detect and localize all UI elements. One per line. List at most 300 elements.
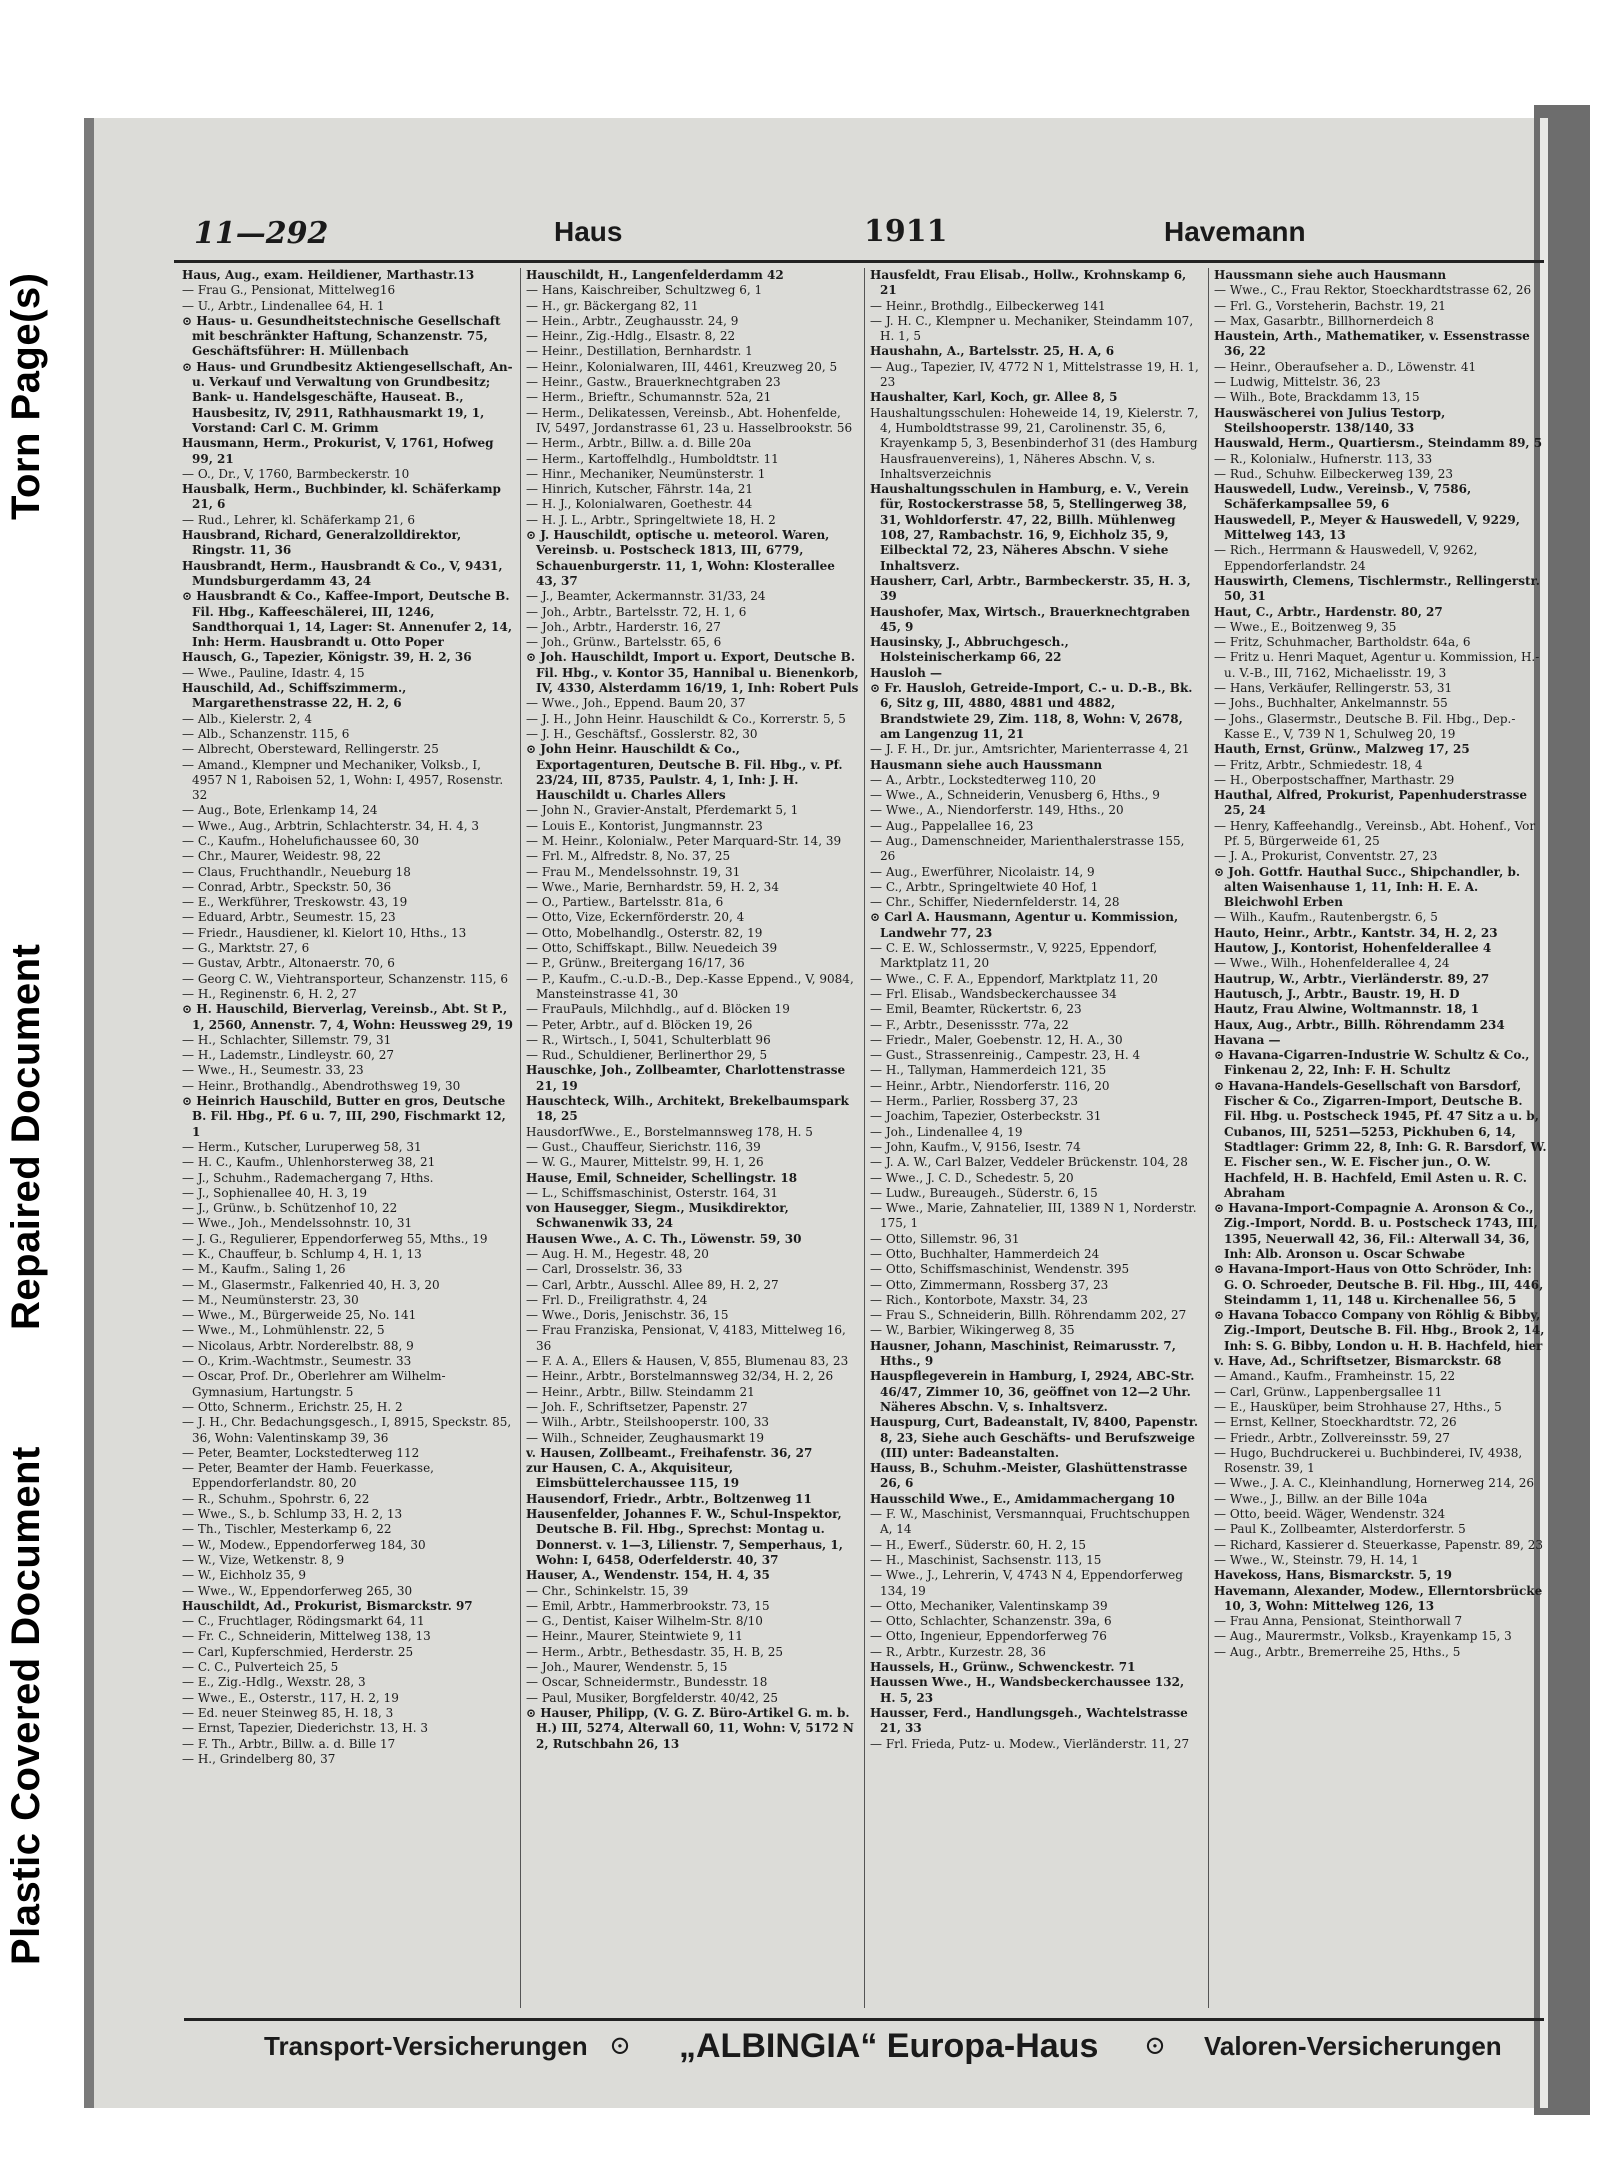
directory-entry: — Wwe., Wilh., Hohenfelderallee 4, 24 [1214, 956, 1450, 971]
directory-entry: — Heinr., Arbtr., Billw. Steindamm 21 [526, 1384, 755, 1399]
directory-entry: — Ernst, Tapezier, Diederichstr. 13, H. 3 [182, 1721, 428, 1736]
directory-page [84, 118, 1547, 2108]
directory-entry: — Wwe., S., b. Schlump 33, H. 2, 13 [182, 1507, 403, 1522]
directory-entry: — Joh., Lindenallee 4, 19 [870, 1124, 1023, 1139]
directory-entry: — Ernst, Kellner, Stoeckhardtstr. 72, 26 [1214, 1415, 1457, 1430]
directory-entry: Hauschildt, Ad., Prokurist, Bismarckstr. 97 [182, 1598, 473, 1613]
directory-entry: — H., Reginenstr. 6, H. 2, 27 [182, 986, 357, 1001]
directory-entry: — Friedr., Hausdiener, kl. Kielort 10, Hths., 13 [182, 925, 467, 940]
directory-entry: ⊙ Hausbrandt & Co., Kaffee-Import, Deutsche B. Fil. Hbg., Kaffeeschälerei, III, 1246, Sandthorquai 1, 14, Lager: St. Annenufer 2, 14, Inh: Herm. Hausbrandt u. Otto Poper [182, 589, 512, 650]
directory-entry: Hausen Wwe., A. C. Th., Löwenstr. 59, 30 [526, 1231, 802, 1246]
directory-entry: Hauthal, Alfred, Prokurist, Papenhuderstrasse 25, 24 [1214, 788, 1528, 818]
directory-entry: — Frau G., Pensionat, Mittelweg16 [182, 283, 396, 298]
directory-entry: — Wwe., J., Lehrerin, V, 4743 N 4, Eppendorferweg 134, 19 [870, 1568, 1183, 1598]
directory-entry: — J. H. C., Klempner u. Mechaniker, Steindamm 107, H. 1, 5 [870, 313, 1194, 344]
directory-entry: — Chr., Schinkelstr. 15, 39 [526, 1583, 689, 1598]
directory-entry: Hauswedell, Ludw., Vereinsb., V, 7586, Schäferkampsallee 59, 6 [1214, 482, 1472, 512]
directory-entry: Hausenfelder, Johannes F. W., Schul-Inspektor, Deutsche B. Fil. Hbg., Sprechst: Montag u. Donnerst. v. 1—3, Lilienstr. 7, Semperhaus, 1, Wohn: I, 6458, Oderfelderstr. 40, 37 [526, 1507, 843, 1567]
directory-entry: — A., Arbtr., Lockstedterweg 110, 20 [870, 772, 1096, 787]
directory-entry: — Emil, Arbtr., Hammerbrookstr. 73, 15 [526, 1598, 770, 1613]
directory-entry: — K., Chauffeur, b. Schlump 4, H. 1, 13 [182, 1247, 422, 1261]
directory-entry: — Otto, Schiffskapt., Billw. Neuedeich 39 [526, 941, 778, 956]
directory-entry: Haussen Wwe., H., Wandsbeckerchaussee 132, H. 5, 23 [870, 1675, 1185, 1705]
directory-entry: — Paul, Musiker, Borgfelderstr. 40/42, 25 [526, 1690, 778, 1705]
page-header [174, 200, 1544, 263]
directory-entry: — Otto, Ingenieur, Eppendorferweg 76 [870, 1629, 1107, 1644]
column-4 [1214, 268, 1547, 2008]
directory-entry: ⊙ Heinrich Hauschild, Butter en gros, Deutsche B. Fil. Hbg., Pf. 6 u. 7, III, 290, Fischmarkt 12, 1 [182, 1094, 506, 1139]
directory-entry: — Wwe., A., Schneiderin, Venusberg 6, Hths., 9 [870, 788, 1160, 803]
directory-entry: — Herm., Parlier, Rossberg 37, 23 [870, 1094, 1078, 1109]
directory-entry: — Rud., Lehrer, kl. Schäferkamp 21, 6 [182, 512, 416, 527]
directory-entry: Hausinsky, J., Abbruchgesch., Holsteinischerkamp 66, 22 [870, 635, 1069, 665]
directory-entry: — Georg C. W., Viehtransporteur, Schanzenstr. 115, 6 [182, 971, 508, 986]
directory-entry: — Paul K., Zollbeamter, Alsterdorferstr. 5 [1214, 1522, 1466, 1537]
directory-entry: — Otto, Schlachter, Schanzenstr. 39a, 6 [870, 1614, 1112, 1629]
directory-entry: ⊙ Haus- und Grundbesitz Aktiengesellschaft, An- u. Verkauf und Verwaltung von Grundbesitz; Bank- u. Handelsgeschäfte, Hauseat. B., Hausbesitz, IV, 2911, Rathhausmarkt 19, 1, Vorstand: Carl C. M. Grimm [182, 359, 513, 435]
directory-entry: — Johs., Buchhalter, Ankelmannstr. 55 [1214, 696, 1448, 711]
directory-entry: — Wwe., Marie, Bernhardstr. 59, H. 2, 34 [526, 879, 779, 894]
directory-entry: ⊙ Havana-Import-Haus von Otto Schröder, Inh: G. O. Schroeder, Deutsche B. Fil. Hbg., III, 446, Steindamm 1, 11, 148 u. Kirchenallee 56, 5 [1214, 1262, 1544, 1307]
directory-entry: — P., Kaufm., C.-u.D.-B., Dep.-Kasse Eppend., V, 9084, Mansteinstrasse 41, 30 [526, 971, 854, 1001]
directory-entry: — Hein., Arbtr., Zeughausstr. 24, 9 [526, 313, 739, 328]
right-keyword: Havemann [1164, 216, 1306, 247]
directory-entry: — M., Kaufm., Saling 1, 26 [182, 1262, 346, 1277]
directory-entry: — Heinr., Oberaufseher a. D., Löwenstr. 41 [1214, 359, 1477, 374]
directory-entry: — W., Eichholz 35, 9 [182, 1568, 307, 1583]
directory-entry: ⊙ H. Hauschild, Bierverlag, Vereinsb., Abt. St P., 1, 2560, Annenstr. 7, 4, Wohn: Heussweg 29, 19 [182, 1002, 513, 1032]
directory-entry: — Heinr., Brothandlg., Abendrothsweg 19, 30 [182, 1078, 461, 1093]
directory-entry: — Heinr., Maurer, Steintwiete 9, 11 [526, 1629, 743, 1644]
directory-entry: — Otto, Schiffsmaschinist, Wendenstr. 395 [870, 1262, 1130, 1277]
column-divider [864, 268, 865, 2008]
directory-entry: — Hans, Kaischreiber, Schultzweg 6, 1 [526, 283, 763, 298]
directory-entry: — Aug., Tapezier, IV, 4772 N 1, Mittelstrasse 19, H. 1, 23 [870, 359, 1199, 390]
directory-entry: — G., Marktstr. 27, 6 [182, 941, 310, 956]
directory-entry: — C., Arbtr., Springeltwiete 40 Hof, 1 [870, 879, 1099, 894]
directory-entry: — Gust., Strassenreinig., Campestr. 23, H. 4 [870, 1048, 1141, 1063]
directory-entry: — Wwe., Joh., Mendelssohnstr. 10, 31 [182, 1216, 413, 1231]
directory-entry: — F. Th., Arbtr., Billw. a. d. Bille 17 [182, 1736, 396, 1751]
directory-entry: — H. J., Kolonialwaren, Goethestr. 44 [526, 497, 753, 512]
directory-entry: von Hausegger, Siegm., Musikdirektor, Schwanenwik 33, 24 [526, 1201, 789, 1231]
directory-entry: — Wwe., J., Billw. an der Bille 104a [1214, 1491, 1428, 1506]
directory-entry: — H., Ewerf., Süderstr. 60, H. 2, 15 [870, 1537, 1087, 1552]
directory-entry: ⊙ J. Hauschildt, optische u. meteorol. Waren, Vereinsb. u. Postscheck 1813, III, 6779, Schauenburgerstr. 11, 1, Wohn: Klosterallee 43, 37 [526, 528, 835, 588]
directory-entry: — Heinr., Arbtr., Niendorferstr. 116, 20 [870, 1078, 1110, 1093]
directory-entry: Hausmann, Herm., Prokurist, V, 1761, Hofweg 99, 21 [182, 436, 494, 466]
directory-entry: — Rich., Herrmann & Hauswedell, V, 9262, Eppendorferlandstr. 24 [1214, 543, 1478, 573]
directory-entry: Haushalter, Karl, Koch, gr. Allee 8, 5 [870, 390, 1118, 405]
footer-right-ad: Valoren-Versicherungen [1204, 2031, 1502, 2061]
directory-entry: Haushofer, Max, Wirtsch., Brauerknechtgraben 45, 9 [870, 604, 1190, 634]
directory-entry: — J. G., Regulierer, Eppendorferweg 55, Mths., 19 [182, 1231, 488, 1246]
directory-entry: — Wwe., E., Osterstr., 117, H. 2, 19 [182, 1690, 399, 1705]
column-divider [1208, 268, 1209, 2008]
directory-entry: Hausschild Wwe., E., Amidammachergang 10 [870, 1491, 1175, 1506]
directory-entry: Hauschild, Ad., Schiffszimmerm., Margarethenstrasse 22, H. 2, 6 [182, 681, 407, 711]
directory-entry: — M., Neumünsterstr. 23, 30 [182, 1292, 359, 1307]
directory-entry: — F. A. A., Ellers & Hausen, V, 855, Blumenau 83, 23 [526, 1354, 849, 1369]
directory-entry: — M. Heinr., Kolonialw., Peter Marquard-Str. 14, 39 [526, 833, 842, 848]
directory-entry: — J., Schuhm., Rademachergang 7, Hths. [182, 1170, 434, 1185]
directory-entry: — Herm., Brieftr., Schumannstr. 52a, 21 [526, 390, 772, 405]
directory-entry: — Wwe., Doris, Jenischstr. 36, 15 [526, 1308, 729, 1323]
directory-entry: — L., Schiffsmaschinist, Osterstr. 164, 31 [526, 1185, 779, 1200]
directory-entry: — H., Schlachter, Sillemstr. 79, 31 [182, 1032, 392, 1047]
directory-entry: — O., Partiew., Bartelsstr. 81a, 6 [526, 895, 724, 910]
directory-entry: — Joh., Arbtr., Bartelsstr. 72, H. 1, 6 [526, 604, 747, 619]
directory-entry: Haussels, H., Grünw., Schwenckestr. 71 [870, 1660, 1136, 1675]
repaired-document-label: Repaired Document [4, 943, 48, 1330]
directory-entry: Hausendorf, Friedr., Arbtr., Boltzenweg 11 [526, 1491, 812, 1506]
directory-entry: v. Hausen, Zollbeamt., Freihafenstr. 36, 27 [526, 1445, 813, 1460]
directory-entry: — Otto, Vize, Eckernförderstr. 20, 4 [526, 910, 745, 925]
directory-entry: — John N., Gravier-Anstalt, Pferdemarkt 5, 1 [526, 803, 799, 818]
directory-entry: — Peter, Beamter, Lockstedterweg 112 [182, 1445, 420, 1460]
column-2 [526, 268, 859, 2008]
directory-entry: — Ludwig, Mittelstr. 36, 23 [1214, 375, 1381, 390]
directory-entry: ⊙ Joh. Gottfr. Hauthal Succ., Shipchandler, b. alten Waisenhause 1, 11, Inh: H. E. A. Bleichwohl Erben [1214, 864, 1521, 910]
directory-entry: — R., Kolonialw., Hufnerstr. 113, 33 [1214, 451, 1433, 466]
directory-entry: — R., Schuhm., Spohrstr. 6, 22 [182, 1491, 370, 1506]
directory-entry: — Otto, beeid. Wäger, Wendenstr. 324 [1214, 1507, 1446, 1522]
directory-entry: — H., Grindelberg 80, 37 [182, 1751, 336, 1766]
directory-entry: Hauto, Heinr., Arbtr., Kantstr. 34, H. 2, 23 [1214, 925, 1498, 940]
directory-entry: — Wwe., Aug., Arbtrin, Schlachterstr. 34, H. 4, 3 [182, 818, 480, 833]
directory-entry: — Fritz u. Henri Maquet, Agentur u. Kommission, H.- u. V.-B., III, 7162, Michaelisstr. 19, 3 [1214, 650, 1540, 680]
directory-entry: — Frl. D., Freiligrathstr. 4, 24 [526, 1292, 708, 1307]
directory-entry: — Fritz, Arbtr., Schmiedestr. 18, 4 [1214, 757, 1423, 772]
directory-entry: — Eduard, Arbtr., Seumestr. 15, 23 [182, 910, 396, 925]
directory-entry: — C. C., Pulverteich 25, 5 [182, 1660, 339, 1675]
directory-entry: — Carl, Arbtr., Ausschl. Allee 89, H. 2, 27 [526, 1277, 779, 1292]
directory-entry: Haut, C., Arbtr., Hardenstr. 80, 27 [1214, 604, 1443, 619]
directory-entry: ⊙ Havana-Cigarren-Industrie W. Schultz & Co., Finkenau 2, 22, Inh: F. H. Schultz [1214, 1048, 1530, 1078]
directory-entry: — J. A., Prokurist, Conventstr. 27, 23 [1214, 849, 1438, 864]
directory-entry: Havana — [1214, 1032, 1281, 1047]
directory-entry: — Heinr., Zig.-Hdlg., Elsastr. 8, 22 [526, 329, 736, 344]
directory-entry: — Amand., Kaufm., Framheinstr. 15, 22 [1214, 1369, 1456, 1384]
directory-entry: — Wwe., Joh., Eppend. Baum 20, 37 [526, 696, 746, 711]
directory-entry: — Hinrich, Kutscher, Fährstr. 14a, 21 [526, 482, 753, 497]
directory-entry: — J. H., Chr. Bedachungsgesch., I, 8915, Speckstr. 85, 36, Wohn: Valentinskamp 39, 36 [182, 1415, 512, 1445]
directory-entry: — Claus, Fruchthandlr., Neueburg 18 [182, 864, 411, 879]
directory-entry: Hauth, Ernst, Grünw., Malzweg 17, 25 [1214, 742, 1470, 757]
directory-entry: — W. G., Maurer, Mittelstr. 99, H. 1, 26 [526, 1155, 764, 1170]
directory-entry: ⊙ Joh. Hauschildt, Import u. Export, Deutsche B. Fil. Hbg., v. Kontor 35, Hannibal u. Bienenkorb, IV, 4330, Alsterdamm 16/19, 1, Inh: Robert Puls [526, 650, 859, 696]
directory-entry: ⊙ Haus- u. Gesundheitstechnische Gesellschaft mit beschränkter Haftung, Schanzenstr. 75, Geschäftsführer: H. Müllenbach [182, 313, 501, 359]
directory-entry: ⊙ John Heinr. Hauschildt & Co., Exportagenturen, Deutsche B. Fil. Hbg., v. Pf. 23/24, III, 8735, Paulstr. 4, 1, Inh: J. H. Hauschildt u. Charles Allers [526, 742, 843, 803]
directory-entry: — Frau Franziska, Pensionat, V, 4183, Mittelweg 16, 36 [526, 1323, 846, 1353]
directory-entry: — Wwe., W., Steinstr. 79, H. 14, 1 [1214, 1552, 1419, 1567]
directory-entry: Hausbrandt, Herm., Hausbrandt & Co., V, 9431, Mundsburgerdamm 43, 24 [182, 558, 503, 588]
directory-entry: — Frl. Elisab., Wandsbeckerchaussee 34 [870, 986, 1117, 1001]
footer-center-ad: „ALBINGIA“ Europa-Haus [679, 2027, 1099, 2065]
directory-entry: — W., Vize, Wetkenstr. 8, 9 [182, 1552, 345, 1567]
directory-entry: — Aug., Pappelallee 16, 23 [870, 818, 1034, 833]
directory-entry: v. Have, Ad., Schriftsetzer, Bismarckstr. 68 [1214, 1354, 1502, 1369]
directory-entry: — H., Maschinist, Sachsenstr. 113, 15 [870, 1552, 1102, 1567]
directory-entry: — Alb., Schanzenstr. 115, 6 [182, 726, 350, 741]
directory-entry: — Herm., Kartoffelhdlg., Humboldtstr. 11 [526, 451, 779, 466]
directory-entry: Haushaltungsschulen: Hoheweide 14, 19, Kielerstr. 7, 4, Humboldtstrasse 99, 21, Carolinenstr. 35, 6, Krayenkamp 5, 3, Besenbinderhof 31 (des Hamburg Hausfrauenvereins), 1, Näheres Abschn. V, s. Inhaltsverzeichnis [870, 405, 1199, 481]
directory-entry: — Wwe., A., Niendorferstr. 149, Hths., 20 [870, 803, 1124, 818]
directory-entry: — C., Fruchtlager, Rödingsmarkt 64, 11 [182, 1614, 425, 1629]
directory-entry: — Joh., Grünw., Bartelsstr. 65, 6 [526, 635, 722, 650]
directory-entry: — Peter, Arbtr., auf d. Blöcken 19, 26 [526, 1017, 753, 1032]
directory-entry: — Frau S., Schneiderin, Billh. Röhrendamm 202, 27 [870, 1308, 1187, 1323]
directory-entry: — J., Beamter, Ackermannstr. 31/33, 24 [526, 589, 766, 604]
directory-entry: — Ed. neuer Steinweg 85, H. 18, 3 [182, 1705, 394, 1720]
directory-entry: — Heinr., Arbtr., Borstelmannsweg 32/34, H. 2, 26 [526, 1369, 834, 1384]
directory-entry: — Chr., Maurer, Weidestr. 98, 22 [182, 849, 381, 864]
directory-entry: — Albrecht, Obersteward, Rellingerstr. 25 [182, 742, 439, 757]
directory-entry: — Wwe., J. A. C., Kleinhandlung, Hornerweg 214, 26 [1214, 1476, 1534, 1491]
directory-entry: — Heinr., Brothdlg., Eilbeckerweg 141 [870, 298, 1106, 313]
directory-entry: — H., Tallyman, Hammerdeich 121, 35 [870, 1063, 1107, 1078]
directory-entry: — Frau M., Mendelssohnstr. 19, 31 [526, 864, 741, 879]
plastic-covered-label: Plastic Covered Document [4, 1446, 48, 1965]
directory-entry: — J., Sophienallee 40, H. 3, 19 [182, 1185, 368, 1200]
directory-entry: — C. E. W., Schlossermstr., V, 9225, Eppendorf, Marktplatz 11, 20 [870, 941, 1158, 971]
directory-entry: — Gust., Chauffeur, Sierichstr. 116, 39 [526, 1139, 761, 1154]
directory-entry: — Fritz, Schuhmacher, Bartholdstr. 64a, 6 [1214, 635, 1471, 650]
directory-entry: Haus, Aug., exam. Heildiener, Marthastr.13 [182, 268, 475, 282]
directory-entry: Havemann, Alexander, Modew., Ellerntorsbrücke 10, 3, Wohn: Mittelweg 126, 13 [1214, 1583, 1543, 1613]
directory-entry: Hauschke, Joh., Zollbeamter, Charlottenstrasse 21, 19 [526, 1063, 846, 1093]
directory-entry: — Hinr., Mechaniker, Neumünsterstr. 1 [526, 466, 766, 481]
directory-entry: — Frl. G., Vorsteherin, Bachstr. 19, 21 [1214, 298, 1446, 313]
directory-entry: Hautz, Frau Alwine, Woltmannstr. 18, 1 [1214, 1002, 1480, 1017]
scan-status-sidebar [0, 0, 62, 2177]
directory-entry: ⊙ Hauser, Philipp, (V. G. Z. Büro-Artikel G. m. b. H.) III, 5274, Alterwall 60, 11, Wohn: V, 5172 N 2, Rutschbahn 26, 13 [526, 1705, 854, 1751]
directory-entry: — Alb., Kielerstr. 2, 4 [182, 711, 312, 726]
directory-entry: — J. H., Geschäftsf., Gosslerstr. 82, 30 [526, 726, 758, 741]
directory-entry: — Friedr., Arbtr., Zollvereinsstr. 59, 27 [1214, 1430, 1451, 1445]
directory-entry: — FrauPauls, Milchhdlg., auf d. Blöcken 19 [526, 1002, 790, 1017]
directory-entry: Hauschteck, Wilh., Architekt, Brekelbaumspark 18, 25 [526, 1094, 849, 1124]
directory-entry: — J. A. W., Carl Balzer, Veddeler Brückenstr. 104, 28 [870, 1155, 1188, 1170]
directory-entry: — Peter, Beamter der Hamb. Feuerkasse, Eppendorferlandstr. 80, 20 [182, 1461, 434, 1491]
directory-entry: Hauss, B., Schuhm.-Meister, Glashüttenstrasse 26, 6 [870, 1461, 1188, 1491]
directory-entry: — Heinr., Gastw., Brauerknechtgraben 23 [526, 375, 781, 390]
directory-entry: ⊙ Havana Tobacco Company von Röhlig & Bibby, Zig.-Import, Deutsche B. Fil. Hbg., Brook 2, 14, Inh: S. G. Bibby, London u. H. B. Hachfeld, hier [1214, 1308, 1545, 1353]
directory-entry: — Wwe., M., Lohmühlenstr. 22, 5 [182, 1323, 385, 1338]
directory-entry: Hauspurg, Curt, Badeanstalt, IV, 8400, Papenstr. 8, 23, Siehe auch Geschäfts- und Berufszweige (III) unter: Badeanstalten. [870, 1415, 1199, 1460]
directory-entry: — Otto, Zimmermann, Rossberg 37, 23 [870, 1277, 1109, 1292]
directory-entry: — H. J. L., Arbtr., Springeltwiete 18, H. 2 [526, 512, 776, 527]
directory-entry: — Aug., Arbtr., Bremerreihe 25, Hths., 5 [1214, 1644, 1461, 1659]
directory-entry: Hausch, G., Tapezier, Königstr. 39, H. 2, 36 [182, 650, 472, 665]
directory-entry: — O., Krim.-Wachtmstr., Seumestr. 33 [182, 1354, 412, 1369]
directory-entry: — Carl, Kupferschmied, Herderstr. 25 [182, 1644, 414, 1659]
directory-entry: — Louis E., Kontorist, Jungmannstr. 23 [526, 818, 763, 833]
directory-entry: Haustein, Arth., Mathematiker, v. Essenstrasse 36, 22 [1214, 329, 1530, 359]
directory-entry: Haushaltungsschulen in Hamburg, e. V., Verein für, Rostockerstrasse 58, 5, Stellingerweg 38, 31, Wohldorferstr. 47, 22, Billh. Mühlenweg 108, 27, Rambachstr. 16, 9, Eichholz 35, 9, Eilbecktal 72, 23, Näheres Abschn. V siehe Inhaltsverz. [870, 482, 1189, 573]
directory-entry: — E., Werkführer, Treskowstr. 43, 19 [182, 895, 408, 910]
directory-entry: — M., Glasermstr., Falkenried 40, H. 3, 20 [182, 1277, 440, 1292]
directory-entry: Havekoss, Hans, Bismarckstr. 5, 19 [1214, 1568, 1453, 1583]
directory-entry: — Otto, Schnerm., Erichstr. 25, H. 2 [182, 1399, 403, 1414]
directory-entry: — P., Grünw., Breitergang 16/17, 36 [526, 956, 745, 971]
column-3 [870, 268, 1203, 2008]
directory-entry: — J. F. H., Dr. jur., Amtsrichter, Marienterrasse 4, 21 [870, 742, 1190, 757]
directory-entry: — U., Arbtr., Lindenallee 64, H. 1 [182, 298, 385, 313]
directory-entry: Hausser, Ferd., Handlungsgeh., Wachtelstrasse 21, 33 [870, 1705, 1188, 1736]
directory-entry: ⊙ Fr. Hausloh, Getreide-Import, C.- u. D.-B., Bk. 6, Sitz g, III, 4880, 4881 und 4882, Brandstwiete 29, Zim. 118, 8, Wohn: V, 2678, am Langenzug 11, 21 [870, 681, 1193, 741]
directory-entry: Hause, Emil, Schneider, Schellingstr. 18 [526, 1170, 798, 1185]
directory-entry: — Friedr., Maler, Goebenstr. 12, H. A., 30 [870, 1032, 1123, 1047]
directory-entry: — Joh., Maurer, Wendenstr. 5, 15 [526, 1660, 728, 1675]
directory-entry: — Carl, Grünw., Lappenbergsallee 11 [1214, 1384, 1443, 1399]
torn-pages-label: Torn Page(s) [4, 272, 48, 520]
directory-entry: — Wwe., C. F. A., Eppendorf, Marktplatz 11, 20 [870, 971, 1158, 986]
directory-entry: — R., Arbtr., Kurzestr. 28, 36 [870, 1644, 1046, 1659]
directory-entry: ⊙ Carl A. Hausmann, Agentur u. Kommission, Landwehr 77, 23 [870, 910, 1179, 940]
directory-entry: — Hugo, Buchdruckerei u. Buchbinderei, IV, 4938, Rosenstr. 39, 1 [1214, 1445, 1523, 1476]
directory-entry: — J., Grünw., b. Schützenhof 10, 22 [182, 1201, 398, 1216]
directory-entry: Hausner, Johann, Maschinist, Reimarusstr. 7, Hths., 9 [870, 1338, 1176, 1369]
directory-entry: — Otto, Sillemstr. 96, 31 [870, 1231, 1020, 1246]
directory-entry: — Otto, Buchhalter, Hammerdeich 24 [870, 1247, 1100, 1261]
directory-entry: ⊙ Havana-Handels-Gesellschaft von Barsdorf, Fischer & Co., Zigarren-Import, Deutsche B. Fil. Hbg. u. Postscheck 1945, Pf. 47 Sitz a u. b, Cubanos, III, 5251—5253, Pickhuben 6, 14, Stadtlager: Grimm 22, 8, Inh: G. R. Barsdorf, W. E. Fischer sen., W. E. Fischer jun., O. W. Hachfeld, H. B. Hachfeld, Emil Asten u. R. C. Abraham [1214, 1078, 1547, 1200]
page-number: 11—292 [194, 216, 329, 251]
directory-entry: — Carl, Drosselstr. 36, 33 [526, 1262, 683, 1277]
directory-entry: HausdorfWwe., E., Borstelmannsweg 178, H. 5 [526, 1124, 813, 1139]
directory-entry: ⊙ Havana-Import-Compagnie A. Aronson & Co., Zig.-Import, Nordd. B. u. Postscheck 1743, III, 1395, Neuerwall 42, 36, Fil.: Alterwall 34, 36, Inh: Alb. Aronson u. Oscar Schwabe [1214, 1201, 1538, 1261]
directory-entry: — Rud., Schuhw. Eilbeckerweg 139, 23 [1214, 466, 1454, 481]
directory-entry: — Wwe., W., Eppendorferweg 265, 30 [182, 1583, 413, 1598]
directory-entry: — Nicolaus, Arbtr. Norderelbstr. 88, 9 [182, 1338, 414, 1353]
directory-entry: — Chr., Schiffer, Niedernfelderstr. 14, 28 [870, 895, 1120, 910]
directory-entry: — Aug. H. M., Hegestr. 48, 20 [526, 1247, 709, 1261]
directory-entry: — E., Hausküper, beim Strohhause 27, Hths., 5 [1214, 1399, 1502, 1414]
directory-entry: Hauschildt, H., Langenfelderdamm 42 [526, 268, 784, 282]
directory-entry: — Th., Tischler, Mesterkamp 6, 22 [182, 1522, 392, 1537]
directory-entry: — H., Lademstr., Lindleystr. 60, 27 [182, 1048, 394, 1063]
directory-entry: — Emil, Beamter, Rückertstr. 6, 23 [870, 1002, 1082, 1017]
year: 1911 [864, 214, 948, 249]
directory-entry: — Aug., Ewerführer, Nicolaistr. 14, 9 [870, 864, 1095, 879]
column-1 [182, 268, 515, 2008]
directory-entry: — Joachim, Tapezier, Osterbeckstr. 31 [870, 1109, 1102, 1124]
directory-entry: Hauswäscherei von Julius Testorp, Steilshooperstr. 138/140, 33 [1214, 405, 1446, 435]
directory-entry: Haushahn, A., Bartelsstr. 25, H. A, 6 [870, 344, 1115, 359]
page-footer [184, 2018, 1544, 2075]
directory-entry: — Joh. F., Schriftsetzer, Papenstr. 27 [526, 1399, 748, 1414]
directory-entry: — Conrad, Arbtr., Speckstr. 50, 36 [182, 879, 392, 894]
directory-columns [182, 268, 1547, 2008]
directory-entry: — Fr. C., Schneiderin, Mittelweg 138, 13 [182, 1629, 431, 1644]
directory-entry: — Otto, Mobelhandlg., Osterstr. 82, 19 [526, 925, 763, 940]
directory-entry: — Rich., Kontorbote, Maxstr. 34, 23 [870, 1292, 1088, 1307]
directory-entry: — Otto, Mechaniker, Valentinskamp 39 [870, 1598, 1108, 1613]
directory-entry: Haussmann siehe auch Hausmann [1214, 268, 1447, 282]
directory-entry: Hauser, A., Wendenstr. 154, H. 4, 35 [526, 1568, 770, 1583]
directory-entry: — Herm., Delikatessen, Vereinsb., Abt. Hohenfelde, IV, 5497, Jordanstrasse 61, 23 u. Hasselbrookstr. 56 [526, 405, 853, 435]
directory-entry: — Wwe., H., Seumestr. 33, 23 [182, 1063, 364, 1078]
directory-entry: Hausbrand, Richard, Generalzolldirektor, Ringstr. 11, 36 [182, 528, 462, 558]
directory-entry: — Wilh., Kaufm., Rautenbergstr. 6, 5 [1214, 910, 1438, 925]
directory-entry: — Johs., Glasermstr., Deutsche B. Fil. Hbg., Dep.-Kasse E., V, 739 N 1, Schulweg 20, 19 [1214, 711, 1516, 741]
directory-entry: — G., Dentist, Kaiser Wilhelm-Str. 8/10 [526, 1614, 763, 1629]
directory-entry: Hausmann siehe auch Haussmann [870, 757, 1103, 772]
directory-entry: Hausfeldt, Frau Elisab., Hollw., Krohnskamp 6, 21 [870, 268, 1187, 298]
directory-entry: Hautrup, W., Arbtr., Vierländerstr. 89, 27 [1214, 971, 1490, 986]
column-divider [520, 268, 521, 2008]
directory-entry: — R., Wirtsch., I, 5041, Schulterblatt 96 [526, 1032, 771, 1047]
directory-entry: — F. W., Maschinist, Versmannquai, Fruchtschuppen A, 14 [870, 1507, 1190, 1537]
directory-entry: — Heinr., Destillation, Bernhardstr. 1 [526, 344, 753, 359]
directory-entry: — Aug., Bote, Erlenkamp 14, 24 [182, 803, 378, 818]
directory-entry: — Frl. M., Alfredstr. 8, No. 37, 25 [526, 849, 731, 864]
directory-entry: Hauswirth, Clemens, Tischlermstr., Rellingerstr. 50, 31 [1214, 573, 1540, 604]
directory-entry: — Herm., Arbtr., Billw. a. d. Bille 20a [526, 436, 752, 451]
directory-entry: — Wwe., M., Bürgerweide 25, No. 141 [182, 1308, 417, 1323]
directory-entry: — H. C., Kaufm., Uhlenhorsterweg 38, 21 [182, 1155, 436, 1170]
directory-entry: — Wwe., E., Boitzenweg 9, 35 [1214, 619, 1397, 634]
directory-entry: Hauswedell, P., Meyer & Hauswedell, V, 9229, Mittelweg 143, 13 [1214, 512, 1520, 543]
directory-entry: — Rud., Schuldiener, Berlinerthor 29, 5 [526, 1048, 768, 1063]
directory-entry: — Amand., Klempner und Mechaniker, Volksb., I, 4957 N 1, Raboisen 52, 1, Wohn: I, 4957, Rosenstr. 32 [182, 757, 504, 803]
footer-left-ad: Transport-Versicherungen [264, 2031, 588, 2061]
directory-entry: — Joh., Arbtr., Harderstr. 16, 27 [526, 619, 721, 634]
directory-entry: Haux, Aug., Arbtr., Billh. Röhrendamm 234 [1214, 1017, 1505, 1032]
directory-entry: Hautow, J., Kontorist, Hohenfelderallee 4 [1214, 941, 1492, 956]
left-keyword: Haus [554, 216, 623, 247]
directory-entry: — Wwe., J. C. D., Schedestr. 5, 20 [870, 1170, 1074, 1185]
directory-entry: — J. H., John Heinr. Hauschildt & Co., Korrerstr. 5, 5 [526, 711, 846, 726]
directory-entry: — Wilh., Schneider, Zeughausmarkt 19 [526, 1430, 765, 1445]
directory-entry: — W., Barbier, Wikingerweg 8, 35 [870, 1323, 1075, 1338]
directory-entry: — Oscar, Prof. Dr., Oberlehrer am Wilhelm-Gymnasium, Hartungstr. 5 [182, 1369, 446, 1399]
directory-entry: — Aug., Maurermstr., Volksb., Krayenkamp 15, 3 [1214, 1629, 1512, 1644]
directory-entry: — Wwe., Marie, Zahnatelier, III, 1389 N 1, Norderstr. 175, 1 [870, 1201, 1197, 1231]
directory-entry: Hauspflegeverein in Hamburg, I, 2924, ABC-Str. 46/47, Zimmer 10, 36, geöffnet von 12—2 Uhr. Näheres Abschn. V, s. Inhaltsverz. [870, 1369, 1195, 1414]
directory-entry: — Richard, Kassierer d. Steuerkasse, Papenstr. 89, 23 [1214, 1537, 1543, 1552]
directory-entry: — F., Arbtr., Desenissstr. 77a, 22 [870, 1017, 1069, 1032]
directory-entry: zur Hausen, C. A., Akquisiteur, Eimsbüttelerchaussee 115, 19 [526, 1461, 740, 1491]
directory-entry: — C., Kaufm., Hohelufichaussee 60, 30 [182, 833, 420, 848]
directory-entry: — Wwe., Pauline, Idastr. 4, 15 [182, 665, 365, 680]
directory-entry: — W., Modew., Eppendorferweg 184, 30 [182, 1537, 426, 1552]
directory-entry: — Wilh., Bote, Brackdamm 13, 15 [1214, 390, 1420, 405]
directory-entry: — Herm., Arbtr., Bethesdastr. 35, H. B, 25 [526, 1644, 784, 1659]
directory-entry: — Wilh., Arbtr., Steilshooperstr. 100, 33 [526, 1415, 770, 1430]
directory-entry: — H., Oberpostschaffner, Marthastr. 29 [1214, 772, 1455, 787]
directory-entry: Hauswald, Herm., Quartiersm., Steindamm 89, 5 [1214, 436, 1543, 451]
directory-entry: Hautusch, J., Arbtr., Baustr. 19, H. D [1214, 986, 1460, 1001]
directory-entry: — Heinr., Kolonialwaren, III, 4461, Kreuzweg 20, 5 [526, 359, 838, 374]
directory-entry: — Henry, Kaffeehandlg., Vereinsb., Abt. Hohenf., Vor Pf. 5, Bürgerweide 61, 25 [1214, 818, 1536, 848]
directory-entry: — Frl. Frieda, Putz- u. Modew., Vierländerstr. 11, 27 [870, 1736, 1190, 1751]
directory-entry: — Frau Anna, Pensionat, Steinthorwall 7 [1214, 1614, 1463, 1629]
directory-entry: — Gustav, Arbtr., Altonaerstr. 70, 6 [182, 956, 395, 971]
directory-entry: — John, Kaufm., V, 9156, Isestr. 74 [870, 1139, 1081, 1154]
directory-entry: — E., Zig.-Hdlg., Wexstr. 28, 3 [182, 1675, 366, 1690]
directory-entry: — Aug., Damenschneider, Marienthalerstrasse 155, 26 [870, 833, 1185, 864]
directory-entry: — Hans, Verkäufer, Rellingerstr. 53, 31 [1214, 681, 1453, 696]
directory-entry: — Oscar, Schneidermstr., Bundesstr. 18 [526, 1675, 768, 1690]
footer-bullet-icon: ⊙ [1144, 2031, 1166, 2061]
directory-entry: — Herm., Kutscher, Luruperweg 58, 31 [182, 1139, 422, 1154]
directory-entry: Hausbalk, Herm., Buchbinder, kl. Schäferkamp 21, 6 [182, 482, 501, 512]
directory-entry: — Max, Gasarbtr., Billhornerdeich 8 [1214, 313, 1434, 328]
footer-bullet-icon: ⊙ [609, 2031, 631, 2061]
directory-entry: — O., Dr., V, 1760, Barmbeckerstr. 10 [182, 466, 410, 481]
directory-entry: — H., gr. Bäckergang 82, 11 [526, 298, 699, 313]
